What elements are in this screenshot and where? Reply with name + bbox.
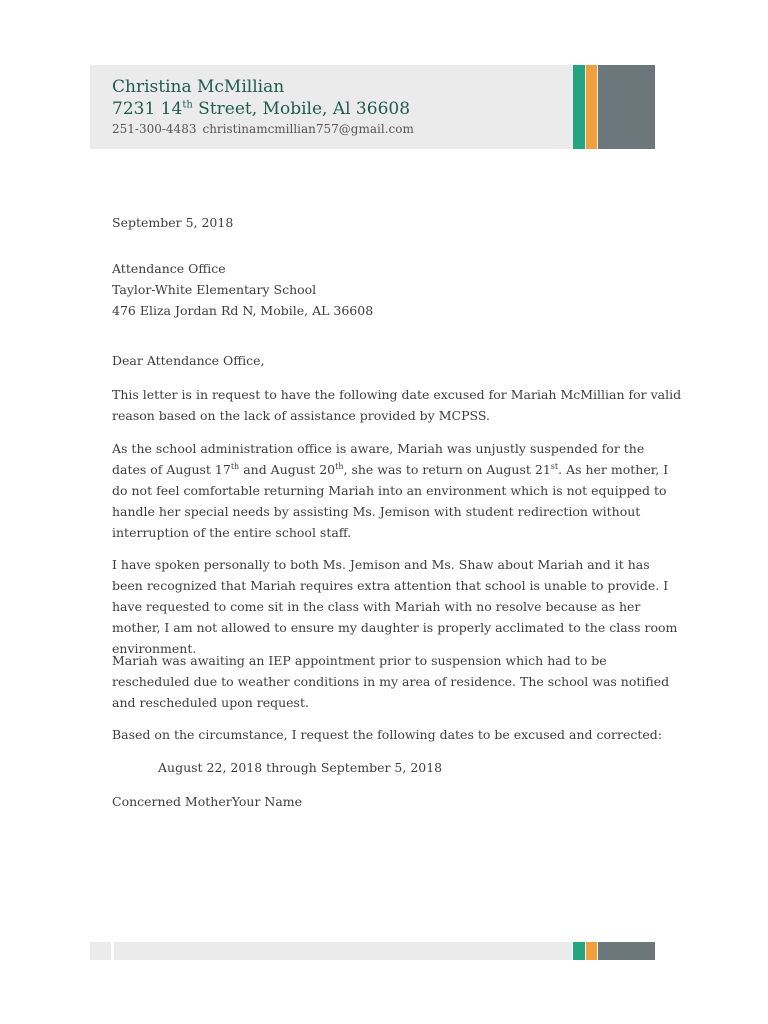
paragraph-1-text: This letter is in request to have the following date excused for Mariah McMillian for valid reason based on the lack of assistance provided by MCPSS. — [112, 387, 682, 423]
paragraph-3 — [112, 554, 682, 659]
footer-green-stripe — [573, 942, 585, 960]
sender-address — [112, 99, 410, 119]
paragraph-3-text: I have spoken personally to both Ms. Jemison and Ms. Shaw about Mariah and it has been recognized that Mariah requires extra attention that school is unable to provide. I have requested to come sit in the class with Mariah with no resolve because as her mother, I am not allowed to ensure my daughter is properly acclimated to the class room environment. — [112, 557, 678, 656]
salutation — [112, 350, 682, 371]
footer-orange-stripe — [586, 942, 597, 960]
letterhead-band — [90, 65, 655, 149]
footer-gray-block — [598, 942, 655, 960]
p2-sup2: th — [335, 461, 344, 471]
paragraph-5 — [112, 724, 682, 745]
paragraph-4 — [112, 650, 682, 713]
footer-band — [114, 942, 572, 960]
recipient-line-1: Attendance Office — [112, 261, 226, 276]
excused-date-range — [158, 757, 728, 778]
header-gray-block — [598, 65, 655, 149]
address-number: 7231 14 — [112, 99, 183, 119]
p2-part3: , she was to return on August 21 — [343, 462, 551, 477]
p2-part4: . As her mother, I do not feel comfortable returning Mariah into an environment which is not equipped to handle her special needs by assisting Ms. Jemison with student redirection without interruption of the entire school staff. — [112, 462, 669, 540]
header-green-stripe — [573, 65, 585, 149]
paragraph-2 — [112, 438, 682, 543]
recipient-line-3: 476 Eliza Jordan Rd N, Mobile, AL 36608 — [112, 303, 374, 318]
paragraph-4-text: Mariah was awaiting an IEP appointment prior to suspension which had to be rescheduled due to weather conditions in my area of residence. The school was notified and rescheduled upon request. — [112, 653, 670, 710]
sender-contact — [112, 122, 414, 136]
paragraph-1 — [112, 384, 682, 426]
recipient-line-2: Taylor-White Elementary School — [112, 282, 317, 297]
date-text: September 5, 2018 — [112, 215, 234, 230]
letter-date — [112, 212, 682, 233]
recipient-block — [112, 258, 682, 321]
p2-sup1: th — [230, 461, 240, 471]
paragraph-2-text — [112, 438, 682, 543]
closing — [112, 791, 682, 812]
salutation-text: Dear Attendance Office, — [112, 353, 265, 368]
sender-email: christinamcmillian757@gmail.com — [202, 122, 414, 136]
p2-part2: and August 20 — [239, 462, 336, 477]
header-orange-stripe — [586, 65, 597, 149]
date-range-text: August 22, 2018 through September 5, 2018 — [158, 760, 443, 775]
p2-part1: As the school administration office is aware, Mariah was unjustly suspended for the dates of August 17 — [112, 441, 645, 477]
address-street: Street, Mobile, Al 36608 — [192, 99, 411, 119]
paragraph-5-text: Based on the circumstance, I request the following dates to be excused and corrected: — [112, 727, 662, 742]
closing-text: Concerned MotherYour Name — [112, 794, 303, 809]
address-ordinal: th — [182, 99, 193, 111]
p2-sup3: st — [550, 461, 559, 471]
sender-name: Christina McMillian — [112, 77, 285, 97]
footer-band-left — [90, 942, 111, 960]
sender-phone: 251-300-4483 — [112, 122, 197, 136]
